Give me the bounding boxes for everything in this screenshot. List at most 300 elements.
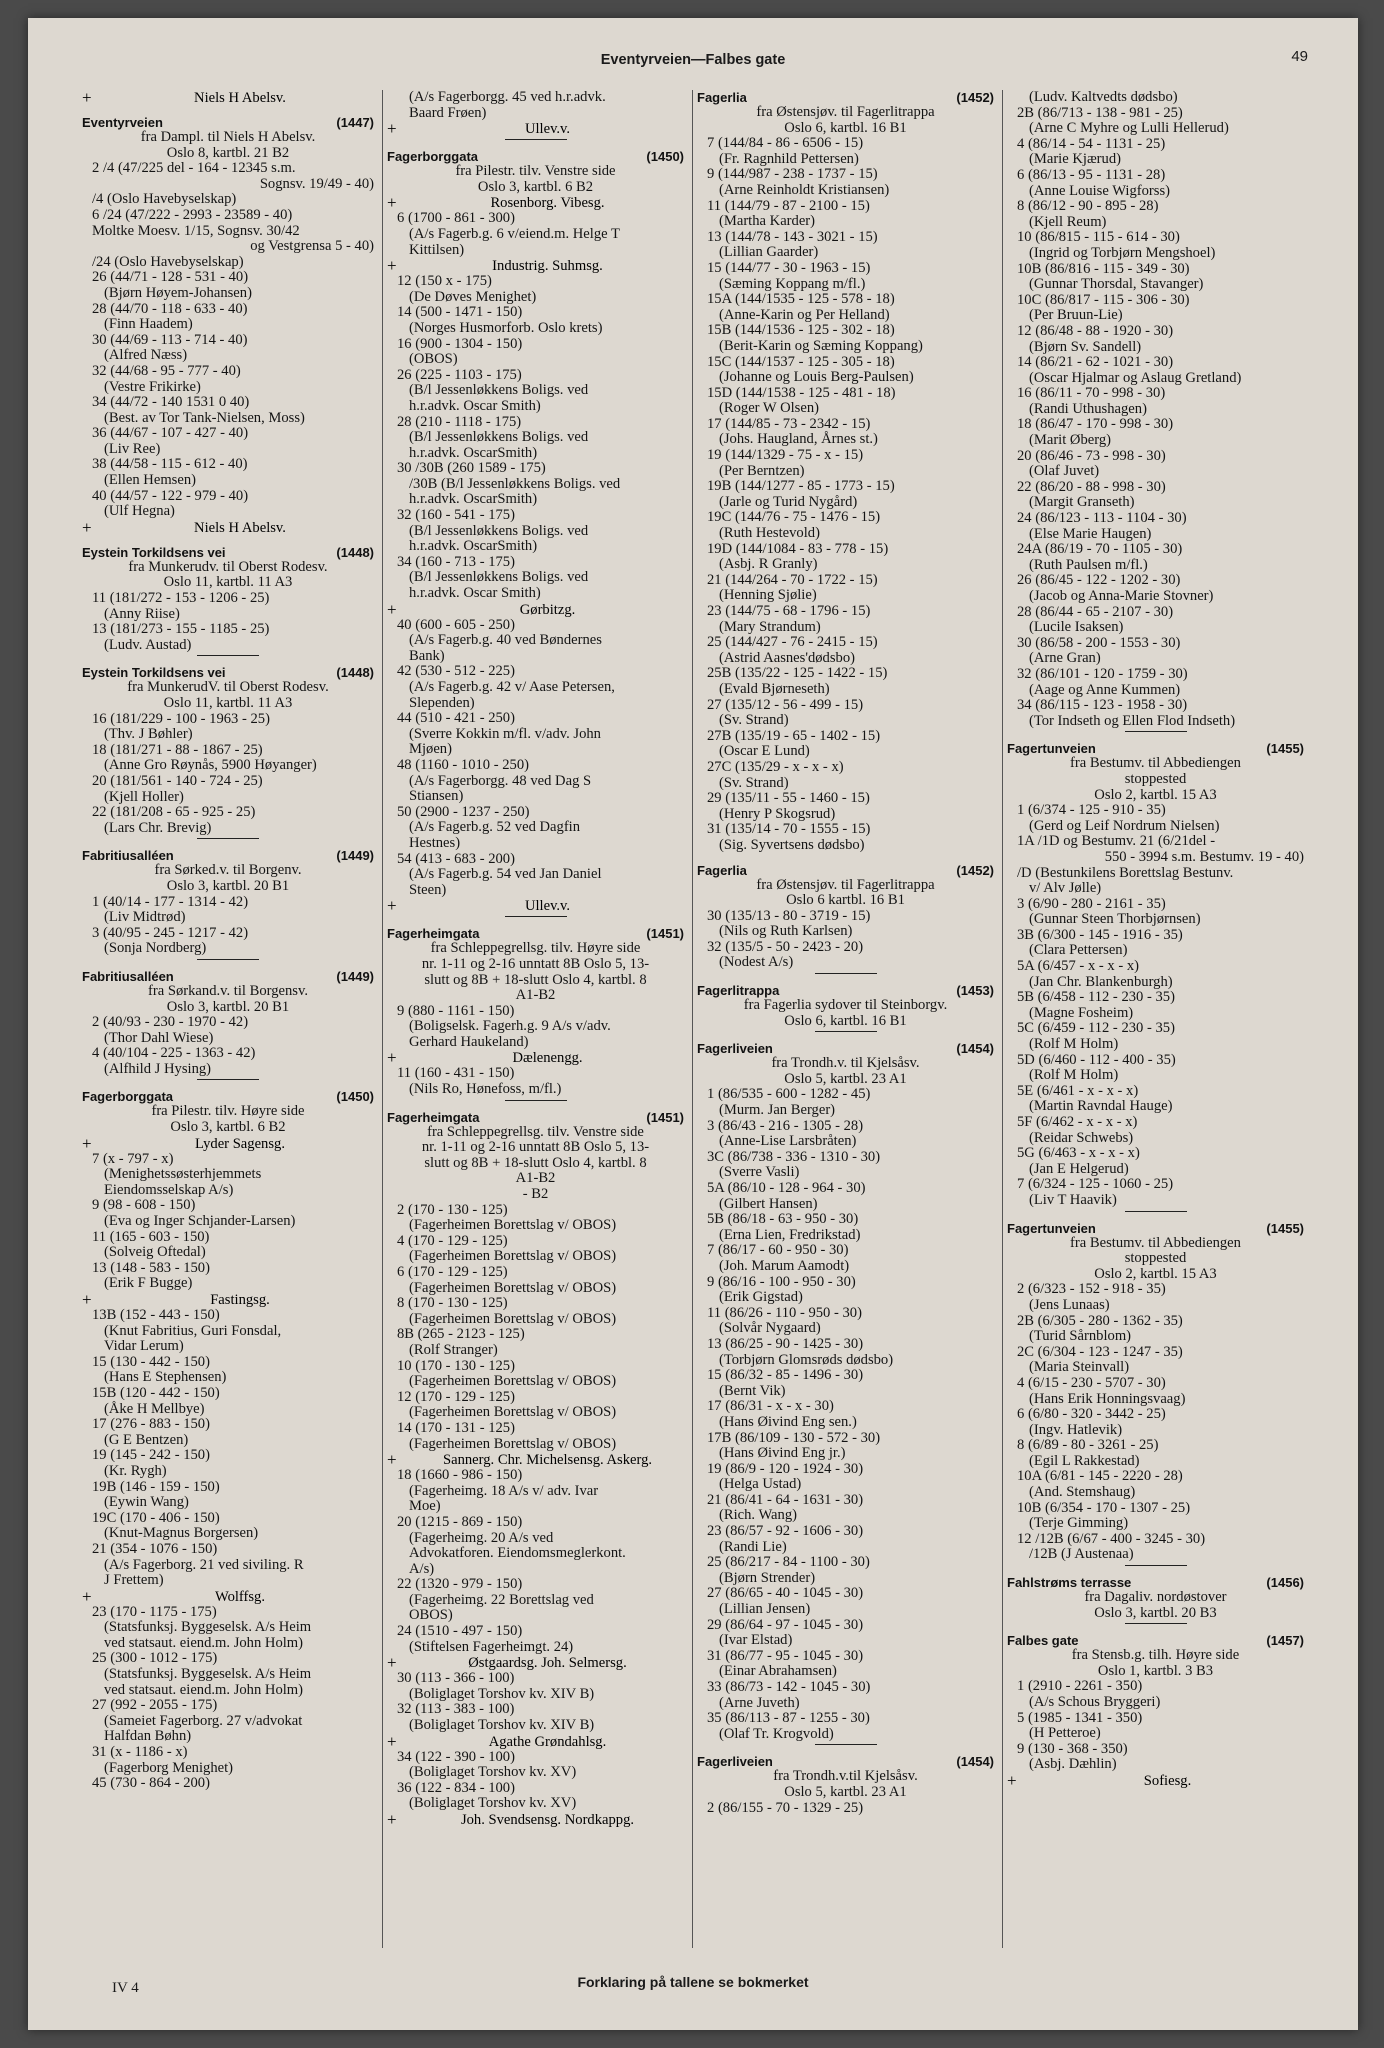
route-description: fra MunkerudV. til Oberst Rodesv. bbox=[127, 679, 329, 696]
owner-line: Stiansen) bbox=[409, 788, 464, 805]
street-name: Eystein Torkildsens vei bbox=[82, 544, 226, 560]
street-name: Eventyrveien bbox=[82, 115, 163, 130]
route-description: fra Sørked.v. til Borgenv. bbox=[154, 862, 302, 879]
street-header bbox=[697, 90, 994, 105]
section-divider bbox=[197, 1079, 259, 1080]
route-description: Oslo 3, kartbl. 20 B3 bbox=[1094, 1604, 1217, 1621]
owner-line: (Roger W Olsen) bbox=[719, 400, 819, 417]
street-header bbox=[82, 665, 374, 680]
owner-line: (Erik Gigstad) bbox=[719, 1289, 803, 1306]
owner-line: (Marie Kjærud) bbox=[1029, 151, 1121, 168]
street-entry bbox=[697, 1754, 994, 1816]
address-line: 14 (170 - 131 - 125) bbox=[397, 1419, 515, 1436]
street-header bbox=[697, 863, 994, 878]
owner-line: (Fagerborg Menighet) bbox=[104, 1759, 234, 1776]
owner-line: (Kjell Reum) bbox=[1029, 213, 1107, 230]
address-line: 30 (135/13 - 80 - 3719 - 15) bbox=[707, 907, 871, 924]
continuation-line: Sognsv. 19/49 - 40) bbox=[259, 175, 374, 192]
street-entry bbox=[387, 90, 684, 140]
street-code: (1448) bbox=[336, 665, 374, 681]
cross-street-name: Agathe Grøndahlsg. bbox=[488, 1733, 607, 1750]
owner-line: (Fr. Ragnhild Pettersen) bbox=[719, 150, 859, 167]
cross-street-row bbox=[387, 1812, 684, 1828]
street-name: Eystein Torkildsens vei bbox=[82, 665, 226, 681]
street-code: (1455) bbox=[1266, 1220, 1304, 1236]
owner-line: v/ Alv Jølle) bbox=[1029, 880, 1102, 897]
address-line: 32 (160 - 541 - 175) bbox=[397, 507, 515, 524]
address-line: 28 (44/70 - 118 - 633 - 40) bbox=[92, 300, 248, 317]
owner-line: h.r.advk. Oscar Smith) bbox=[409, 585, 541, 602]
address-line: 5C (6/459 - 112 - 230 - 35) bbox=[1017, 1020, 1175, 1037]
address-line: 13 (181/273 - 155 - 1185 - 25) bbox=[92, 621, 270, 638]
address-line: 30 (86/58 - 200 - 1553 - 30) bbox=[1017, 634, 1181, 651]
running-title: Eventyrveien—Falbes gate bbox=[600, 52, 786, 68]
cross-street-row bbox=[82, 1133, 374, 1153]
address-line: 21 (354 - 1076 - 150) bbox=[92, 1540, 218, 1557]
owner-line: h.r.advk. OscarSmith) bbox=[409, 538, 538, 555]
address-line: 17 (276 - 883 - 150) bbox=[92, 1416, 210, 1433]
owner-line: Steen) bbox=[409, 881, 447, 898]
owner-line: Halfdan Bøhn) bbox=[104, 1728, 192, 1745]
address-line: 22 (1320 - 979 - 150) bbox=[397, 1576, 523, 1593]
address-line: 6 (1700 - 861 - 300) bbox=[397, 210, 515, 227]
owner-line: (Bjørn Strender) bbox=[719, 1569, 816, 1586]
owner-line: (Gerd og Leif Nordrum Nielsen) bbox=[1029, 817, 1220, 834]
street-header bbox=[387, 1110, 684, 1125]
address-line: 18 (86/47 - 170 - 998 - 30) bbox=[1017, 416, 1174, 433]
route-description: Oslo 2, kartbl. 15 A3 bbox=[1094, 786, 1217, 803]
cross-street-row bbox=[387, 195, 684, 211]
address-line: 5A (86/10 - 128 - 964 - 30) bbox=[707, 1180, 866, 1196]
route-description: fra Schleppegrellsg. tilv. Høyre side bbox=[430, 940, 641, 957]
address-line: 5A (6/457 - x - x - x) bbox=[1017, 958, 1140, 975]
address-line: 5G (6/463 - x - x - x) bbox=[1017, 1145, 1140, 1162]
street-code: (1448) bbox=[336, 544, 374, 560]
cross-street-name: Ullev.v. bbox=[524, 121, 571, 138]
owner-line: (Maria Steinvall) bbox=[1029, 1359, 1130, 1376]
street-header bbox=[82, 115, 374, 130]
street-header bbox=[697, 1041, 994, 1056]
address-line: 18 (181/271 - 88 - 1867 - 25) bbox=[92, 741, 263, 758]
owner-line: (Fagerheimen Borettslag v/ OBOS) bbox=[409, 1435, 617, 1452]
street-entry bbox=[1007, 90, 1304, 732]
route-description: Oslo 1, kartbl. 3 B3 bbox=[1097, 1662, 1214, 1679]
street-entry bbox=[82, 969, 374, 1081]
crossing-plus-icon: + bbox=[387, 1810, 397, 1829]
address-line: 9 (130 - 368 - 350) bbox=[1017, 1740, 1128, 1757]
street-name: Fagertunveien bbox=[1007, 1220, 1096, 1236]
owner-line: (Rich. Wang) bbox=[719, 1507, 797, 1524]
owner-line: Eiendomsselskap A/s) bbox=[104, 1181, 234, 1198]
address-line: 13 (86/25 - 90 - 1425 - 30) bbox=[707, 1335, 864, 1352]
owner-line: (Margit Granseth) bbox=[1029, 494, 1135, 511]
address-line: 25 (144/427 - 76 - 2415 - 15) bbox=[707, 634, 878, 651]
address-line: 6 (170 - 129 - 125) bbox=[397, 1264, 508, 1280]
owner-line: ved statsaut. eiend.m. John Holm) bbox=[104, 1634, 304, 1651]
owner-line: /12B (J Austenaa) bbox=[1029, 1546, 1134, 1563]
owner-line: (Sonja Nordberg) bbox=[104, 940, 207, 957]
address-line: Moltke Moesv. 1/15, Sognsv. 30/42 bbox=[92, 222, 300, 239]
owner-line: (Helga Ustad) bbox=[719, 1476, 802, 1493]
route-description: fra Bestumv. til Abbediengen bbox=[1070, 755, 1241, 772]
street-code: (1456) bbox=[1266, 1575, 1304, 1591]
street-header bbox=[82, 1089, 374, 1104]
address-line: 26 (225 - 1103 - 175) bbox=[397, 366, 522, 383]
owner-line: (Per Bruun-Lie) bbox=[1029, 307, 1123, 324]
street-entry bbox=[697, 90, 994, 854]
section-divider bbox=[197, 655, 259, 656]
street-code: (1457) bbox=[1266, 1633, 1304, 1649]
route-description: Oslo 6 kartbl. 16 B1 bbox=[786, 892, 905, 909]
street-code: (1454) bbox=[956, 1754, 994, 1770]
owner-line: (Jan Chr. Blankenburgh) bbox=[1029, 973, 1173, 990]
address-line: 38 (44/58 - 115 - 612 - 40) bbox=[92, 456, 248, 473]
route-description: Oslo 3, kartbl. 6 B2 bbox=[170, 1119, 286, 1136]
street-entry bbox=[697, 983, 994, 1032]
route-description: fra Munkerudv. til Oberst Rodesv. bbox=[128, 558, 328, 575]
owner-line: (Rolf Stranger) bbox=[409, 1341, 498, 1358]
address-line: 26 (44/71 - 128 - 531 - 40) bbox=[92, 269, 249, 286]
address-line: 5B (6/458 - 112 - 230 - 35) bbox=[1017, 989, 1175, 1006]
street-code: (1451) bbox=[646, 926, 684, 942]
address-line: 8 (86/12 - 90 - 895 - 28) bbox=[1017, 198, 1159, 215]
crossing-plus-icon: + bbox=[387, 1450, 397, 1470]
owner-line: (Boliglaget Torshov kv. XIV B) bbox=[409, 1685, 595, 1702]
address-line: 23 (144/75 - 68 - 1796 - 15) bbox=[707, 603, 871, 619]
address-line: 35 (86/113 - 87 - 1255 - 30) bbox=[707, 1710, 870, 1727]
address-line: 33 (86/73 - 142 - 1045 - 30) bbox=[707, 1679, 871, 1695]
section-divider bbox=[1125, 1565, 1187, 1566]
cross-street-row bbox=[1007, 1770, 1304, 1790]
cross-street-name: Østgaardsg. Joh. Selmersg. bbox=[468, 1655, 627, 1672]
owner-line: (Nils og Ruth Karlsen) bbox=[719, 923, 853, 940]
owner-line: Gerhard Haukeland) bbox=[409, 1033, 529, 1050]
address-line: 9 (98 - 608 - 150) bbox=[92, 1197, 196, 1214]
route-description: A1-B2 bbox=[515, 1170, 556, 1187]
cross-street-row bbox=[387, 599, 684, 619]
owner-line: Baard Frøen) bbox=[409, 104, 487, 121]
address-line: 2 (170 - 130 - 125) bbox=[397, 1201, 508, 1218]
address-line: 19C (144/76 - 75 - 1476 - 15) bbox=[707, 509, 881, 526]
owner-line: (Ingv. Hatlevik) bbox=[1029, 1421, 1123, 1438]
owner-line: (And. Stemshaug) bbox=[1029, 1484, 1136, 1501]
owner-line: (Oscar E Lund) bbox=[719, 743, 810, 760]
address-line: 24A (86/19 - 70 - 1105 - 30) bbox=[1017, 541, 1183, 558]
owner-line: (Bernt Vik) bbox=[719, 1382, 786, 1399]
route-description: Oslo 6, kartbl. 16 B1 bbox=[784, 1012, 907, 1029]
owner-line: (Anne Gro Røynås, 5900 Høyanger) bbox=[104, 757, 317, 774]
route-description: stoppested bbox=[1124, 770, 1187, 787]
route-description: Oslo 3, kartbl. 20 B1 bbox=[166, 877, 290, 894]
street-entry bbox=[387, 926, 684, 1100]
route-description: fra Østensjøv. til Fagerlitrappa bbox=[756, 876, 935, 893]
owner-line: (Olaf Juvet) bbox=[1029, 463, 1100, 480]
owner-line: (Reidar Schwebs) bbox=[1029, 1129, 1134, 1146]
address-line: 15B (120 - 442 - 150) bbox=[92, 1384, 220, 1401]
cross-street-row bbox=[387, 1452, 684, 1468]
street-entry bbox=[387, 1110, 684, 1828]
street-name: Fahlstrøms terrasse bbox=[1007, 1575, 1132, 1591]
address-line: 25B (135/22 - 125 - 1422 - 15) bbox=[707, 665, 888, 682]
section-divider bbox=[197, 959, 259, 960]
owner-line: (Turid Sårnblom) bbox=[1029, 1328, 1132, 1345]
section-divider bbox=[1125, 731, 1187, 732]
address-line: 42 (530 - 512 - 225) bbox=[397, 663, 515, 680]
route-description: Oslo 11, kartbl. 11 A3 bbox=[163, 574, 293, 591]
cross-street-name: Gørbitzg. bbox=[519, 601, 576, 618]
owner-line: (Sæming Koppang m/fl.) bbox=[719, 275, 866, 292]
address-line: 32 (113 - 383 - 100) bbox=[397, 1701, 515, 1718]
owner-line: (Liv Midtrød) bbox=[104, 909, 186, 926]
owner-line: (Ludv. Kaltvedts dødsbo) bbox=[1029, 90, 1178, 105]
address-line: 9 (880 - 1161 - 150) bbox=[397, 1002, 515, 1019]
address-line: 12 (170 - 129 - 125) bbox=[397, 1388, 515, 1405]
address-line: 27 (86/65 - 40 - 1045 - 30) bbox=[707, 1585, 864, 1602]
owner-line: Vidar Lerum) bbox=[104, 1338, 184, 1355]
owner-line: (Statsfunksj. Byggeselsk. A/s Heim bbox=[104, 1619, 312, 1636]
address-line: 1 (40/14 - 177 - 1314 - 42) bbox=[92, 893, 249, 910]
cross-street-name: Niels H Abelsv. bbox=[194, 90, 286, 106]
route-description: stoppested bbox=[1124, 1250, 1187, 1267]
section-divider bbox=[815, 1744, 877, 1745]
address-line: 10B (86/816 - 115 - 349 - 30) bbox=[1017, 260, 1190, 277]
street-name: Fabritiusalléen bbox=[82, 968, 174, 984]
owner-line: (Erik F Bugge) bbox=[104, 1275, 193, 1292]
crossing-plus-icon: + bbox=[387, 1653, 397, 1673]
street-name: Fagerliveien bbox=[697, 1754, 773, 1770]
street-header bbox=[387, 926, 684, 941]
owner-line: (Liv Ree) bbox=[104, 440, 161, 457]
address-line: 6 /24 (47/222 - 2993 - 23589 - 40) bbox=[92, 206, 293, 223]
owner-line: (Rolf M Holm) bbox=[1029, 1036, 1119, 1053]
owner-line: (Anne-Lise Larsbråten) bbox=[719, 1133, 857, 1150]
owner-line: (Stiftelsen Fagerheimgt. 24) bbox=[409, 1638, 574, 1655]
address-line: 17 (144/85 - 73 - 2342 - 15) bbox=[707, 415, 871, 432]
cross-street-row bbox=[387, 121, 684, 137]
street-code: (1450) bbox=[336, 1089, 374, 1105]
address-line: 45 (730 - 864 - 200) bbox=[92, 1775, 210, 1792]
street-name: Fagerlitrappa bbox=[697, 983, 780, 999]
address-line: 18 (1660 - 986 - 150) bbox=[397, 1467, 523, 1484]
footer-note: Forklaring på tallene se bokmerket bbox=[577, 1974, 809, 1990]
street-header bbox=[82, 545, 374, 560]
owner-line: Bank) bbox=[409, 647, 445, 664]
address-line: 27C (135/29 - x - x - x) bbox=[707, 758, 844, 775]
owner-line: (Knut Fabritius, Guri Fonsdal, bbox=[104, 1322, 282, 1339]
street-header bbox=[1007, 1575, 1304, 1590]
address-line: 22 (181/208 - 65 - 925 - 25) bbox=[92, 804, 256, 821]
address-line: 11 (165 - 603 - 150) bbox=[92, 1228, 210, 1245]
address-line: 32 (86/101 - 120 - 1759 - 30) bbox=[1017, 665, 1188, 682]
crossing-plus-icon: + bbox=[387, 599, 397, 619]
route-description: Oslo 2, kartbl. 15 A3 bbox=[1094, 1265, 1217, 1282]
address-line: 25 (86/217 - 84 - 1100 - 30) bbox=[707, 1554, 870, 1571]
crossing-plus-icon: + bbox=[82, 90, 92, 107]
owner-line: (Anne Louise Wigforss) bbox=[1029, 182, 1170, 199]
address-line: 22 (86/20 - 88 - 998 - 30) bbox=[1017, 478, 1166, 495]
owner-line: (Liv T Haavik) bbox=[1029, 1191, 1117, 1208]
owner-line: (Ingrid og Torbjørn Mengshoel) bbox=[1029, 244, 1216, 261]
address-line: 29 (135/11 - 55 - 1460 - 15) bbox=[707, 790, 870, 807]
owner-line: (Tor Indseth og Ellen Flod Indseth) bbox=[1029, 712, 1236, 729]
cross-street-row bbox=[82, 90, 374, 106]
owner-line: (OBOS) bbox=[409, 351, 458, 368]
street-entry bbox=[82, 1089, 374, 1791]
address-line: 20 (1215 - 869 - 150) bbox=[397, 1513, 523, 1530]
address-line: 3C (86/738 - 336 - 1310 - 30) bbox=[707, 1148, 881, 1165]
address-line: 17B (86/109 - 130 - 572 - 30) bbox=[707, 1429, 881, 1446]
crossing-plus-icon: + bbox=[387, 193, 397, 213]
address-line: /24 (Oslo Havebyselskap) bbox=[92, 253, 244, 270]
owner-line: (Åke H Mellbye) bbox=[104, 1400, 205, 1417]
address-line: 40 (44/57 - 122 - 979 - 40) bbox=[92, 487, 249, 504]
owner-line: (Clara Pettersen) bbox=[1029, 942, 1128, 959]
owner-line: A/s) bbox=[409, 1560, 435, 1577]
cross-street-row bbox=[387, 1050, 684, 1066]
route-description: fra Trondh.v. til Kjelsåsv. bbox=[771, 1055, 920, 1072]
owner-line: Kittilsen) bbox=[409, 241, 465, 258]
address-line: 1 (86/535 - 600 - 1282 - 45) bbox=[707, 1086, 871, 1103]
address-line: 34 (44/72 - 140 1531 0 40) bbox=[92, 394, 250, 411]
route-description: - B2 bbox=[522, 1186, 549, 1203]
street-name: Fagerheimgata bbox=[387, 1109, 480, 1125]
address-line: 27 (992 - 2055 - 175) bbox=[92, 1697, 218, 1714]
owner-line: (Arne C Myhre og Lulli Hellerud) bbox=[1029, 120, 1229, 137]
owner-line: (Anny Riise) bbox=[104, 605, 180, 622]
address-line: 34 (122 - 390 - 100) bbox=[397, 1748, 515, 1765]
owner-line: Advokatforen. Eiendomsmeglerkont. bbox=[409, 1545, 626, 1562]
address-line: 12 /12B (6/67 - 400 - 3245 - 30) bbox=[1017, 1530, 1206, 1547]
owner-line: (B/l Jessenløkkens Boligs. ved bbox=[409, 569, 589, 586]
crossing-plus-icon: + bbox=[82, 1290, 92, 1309]
cross-street-row bbox=[387, 898, 684, 914]
owner-line: (Ruth Paulsen m/fl.) bbox=[1029, 556, 1148, 573]
street-header bbox=[82, 969, 374, 984]
owner-line: (Fagerheimg. 20 A/s ved bbox=[409, 1529, 554, 1546]
route-description: slutt og 8B + 18-slutt Oslo 4, kartbl. 8 bbox=[424, 1154, 647, 1171]
address-line: 7 (6/324 - 125 - 1060 - 25) bbox=[1017, 1176, 1174, 1193]
owner-line: (Gunnar Thorsdal, Stavanger) bbox=[1029, 276, 1204, 293]
address-line: 12 (86/48 - 88 - 1920 - 30) bbox=[1017, 322, 1174, 339]
route-description: fra Dagaliv. nordøstover bbox=[1084, 1589, 1227, 1606]
address-line: 11 (144/79 - 87 - 2100 - 15) bbox=[707, 197, 870, 214]
owner-line: (Randi Uthushagen) bbox=[1029, 400, 1147, 417]
street-name: Fagerliveien bbox=[697, 1041, 773, 1057]
address-line: 2 /4 (47/225 del - 164 - 12345 s.m. bbox=[92, 160, 296, 177]
owner-line: (Best. av Tor Tank-Nielsen, Moss) bbox=[104, 409, 305, 426]
address-line: 16 (181/229 - 100 - 1963 - 25) bbox=[92, 710, 270, 727]
owner-line: (Thor Dahl Wiese) bbox=[104, 1029, 214, 1046]
address-line: /4 (Oslo Havebyselskap) bbox=[92, 191, 237, 208]
street-name: Fagerlia bbox=[697, 90, 747, 105]
owner-line: (Lars Chr. Brevig) bbox=[104, 819, 212, 836]
owner-line: (Hans E Stephensen) bbox=[104, 1369, 227, 1386]
address-line: 32 (135/5 - 50 - 2423 - 20) bbox=[707, 938, 864, 955]
owner-line: (Erna Lien, Fredrikstad) bbox=[719, 1226, 861, 1243]
address-line: 12 (150 x - 175) bbox=[397, 273, 492, 290]
owner-line: (Norges Husmorforb. Oslo krets) bbox=[409, 319, 603, 336]
owner-line: (Jarle og Turid Nygård) bbox=[719, 493, 858, 510]
owner-line: (Ivar Elstad) bbox=[719, 1632, 793, 1649]
address-line: 19B (146 - 159 - 150) bbox=[92, 1478, 220, 1495]
address-line: 8B (265 - 2123 - 125) bbox=[397, 1326, 525, 1343]
route-description: fra Trondh.v.til Kjelsåsv. bbox=[773, 1768, 918, 1785]
cross-street-row bbox=[387, 1655, 684, 1671]
route-description: fra Pilestr. tilv. Høyre side bbox=[151, 1103, 305, 1120]
address-line: 15B (144/1536 - 125 - 302 - 18) bbox=[707, 322, 895, 339]
address-line: 2 (40/93 - 230 - 1970 - 42) bbox=[92, 1014, 249, 1031]
cross-street-name: Ullev.v. bbox=[524, 898, 571, 915]
address-line: 9 (144/987 - 238 - 1737 - 15) bbox=[707, 166, 878, 183]
owner-line: (Jan E Helgerud) bbox=[1029, 1160, 1129, 1177]
route-description: fra Dampl. til Niels H Abelsv. bbox=[140, 129, 316, 145]
address-line: 4 (86/14 - 54 - 1131 - 25) bbox=[1017, 135, 1166, 152]
route-description: fra Pilestr. tilv. Venstre side bbox=[455, 163, 616, 180]
continuation-line: og Vestgrensa 5 - 40) bbox=[250, 238, 374, 255]
section-divider bbox=[815, 973, 877, 974]
street-entry bbox=[697, 863, 994, 975]
cross-street-row bbox=[387, 1731, 684, 1751]
address-line: 34 (86/115 - 123 - 1958 - 30) bbox=[1017, 697, 1188, 714]
owner-line: (Anne-Karin og Per Helland) bbox=[719, 306, 890, 323]
owner-line: (Sig. Syvertsens dødsbo) bbox=[719, 836, 865, 853]
address-line: 44 (510 - 421 - 250) bbox=[397, 710, 515, 727]
owner-line: (Finn Haadem) bbox=[104, 316, 193, 333]
route-description: slutt og 8B + 18-slutt Oslo 4, kartbl. 8 bbox=[424, 971, 647, 988]
owner-line: (Alfred Næss) bbox=[104, 347, 188, 364]
address-line: 26 (86/45 - 122 - 1202 - 30) bbox=[1017, 572, 1181, 589]
owner-line: (Bjørn Sv. Sandell) bbox=[1029, 338, 1142, 355]
owner-line: (Fagerheimg. 22 Borettslag ved bbox=[409, 1591, 594, 1608]
owner-line: (Mary Strandum) bbox=[719, 618, 821, 635]
address-line: 10B (6/354 - 170 - 1307 - 25) bbox=[1017, 1499, 1191, 1516]
owner-line: Slependen) bbox=[409, 694, 475, 711]
owner-line: (Gunnar Steen Thorbjørnsen) bbox=[1029, 911, 1201, 928]
owner-line: (Kjell Holler) bbox=[104, 788, 184, 805]
owner-line: (Lillian Gaarder) bbox=[719, 244, 819, 261]
owner-line: (Fagerheimen Borettslag v/ OBOS) bbox=[409, 1279, 617, 1296]
address-line: 20 (181/561 - 140 - 724 - 25) bbox=[92, 772, 263, 789]
cross-street-row bbox=[82, 1292, 374, 1308]
owner-line: (Boliglaget Torshov kv. XIV B) bbox=[409, 1717, 595, 1734]
section-divider bbox=[1125, 1211, 1187, 1212]
street-code: (1453) bbox=[956, 983, 994, 999]
address-line: 5 (1985 - 1341 - 350) bbox=[1017, 1709, 1143, 1726]
owner-line: (B/l Jessenløkkens Boligs. ved bbox=[409, 382, 589, 399]
street-code: (1452) bbox=[956, 90, 994, 105]
owner-line: (Rolf M Holm) bbox=[1029, 1067, 1119, 1084]
address-line: 21 (86/41 - 64 - 1631 - 30) bbox=[707, 1491, 864, 1508]
address-line: 28 (86/44 - 65 - 2107 - 30) bbox=[1017, 603, 1174, 620]
owner-line: (A/s Fagerborgg. 48 ved Dag S bbox=[409, 772, 592, 789]
address-line: 15 (144/77 - 30 - 1963 - 15) bbox=[707, 259, 871, 276]
column-2 bbox=[382, 90, 684, 1948]
owner-line: (Arne Juveth) bbox=[719, 1694, 800, 1711]
section-divider bbox=[197, 838, 259, 839]
owner-line: (Asbj. Dæhlin) bbox=[1029, 1756, 1117, 1773]
owner-line: Hestnes) bbox=[409, 834, 461, 851]
route-description: fra Sørkand.v. til Borgensv. bbox=[148, 982, 308, 999]
address-line: 2 (86/155 - 70 - 1329 - 25) bbox=[707, 1799, 864, 1816]
street-entry bbox=[82, 665, 374, 839]
owner-line: (Ulf Hegna) bbox=[104, 503, 175, 520]
owner-line: (Menighetssøsterhjemmets bbox=[104, 1166, 262, 1183]
owner-line: (Thv. J Bøhler) bbox=[104, 726, 193, 743]
owner-line: (A/s Fagerb.g. 6 v/eiend.m. Helge T bbox=[409, 225, 620, 242]
owner-line: (Sv. Strand) bbox=[719, 774, 789, 791]
street-code: (1450) bbox=[646, 149, 684, 165]
owner-line: (Fagerheimen Borettslag v/ OBOS) bbox=[409, 1373, 617, 1390]
